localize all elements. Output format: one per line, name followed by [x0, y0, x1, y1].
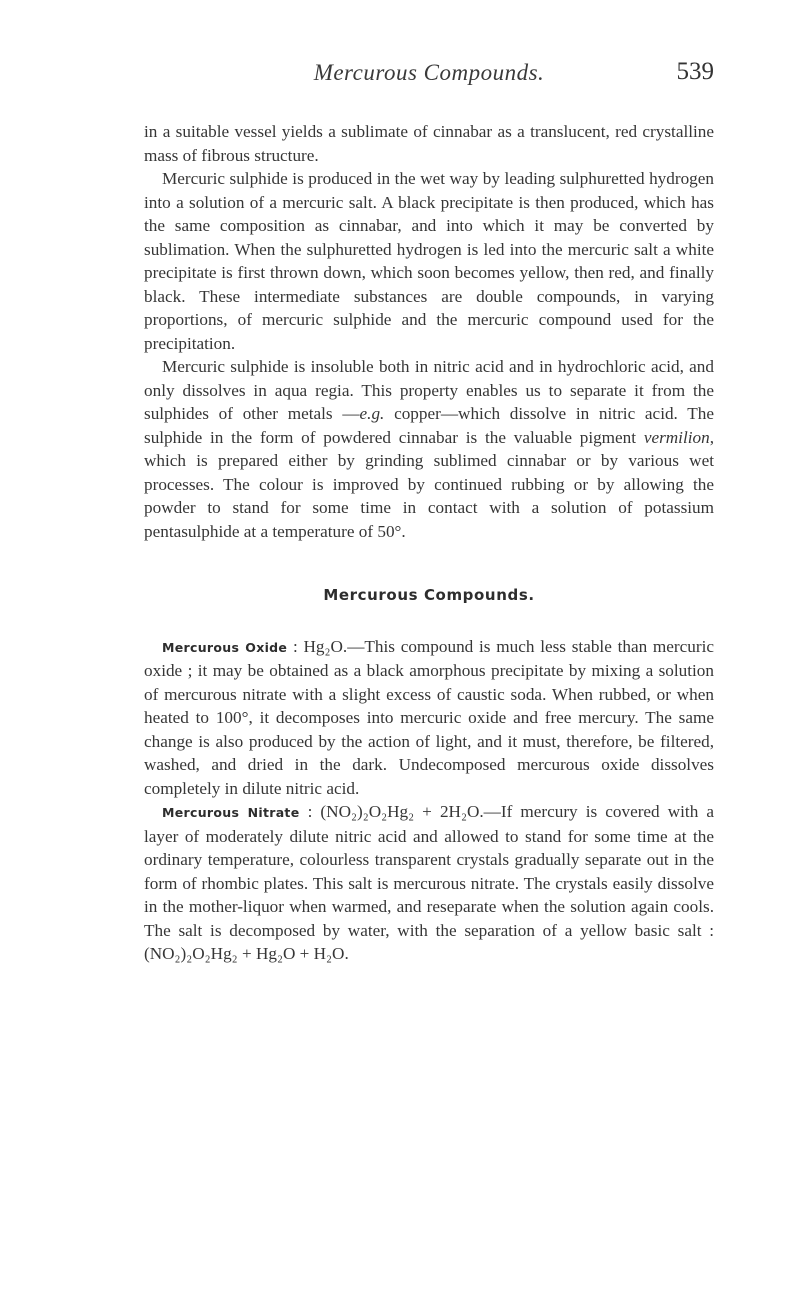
entry-text-nitrate: —If mercury is covered with a layer of moderately dilute nitric acid and allowed to stand for some time at the ordinary temperature, colourless transparent crystals gradually separate out in the form of rhombic plates. This salt is mercurous nitrate. The crystals easily dissolve in the mother-liquor when warmed, and reseparate when the solution again cools. The salt is decomposed by water, with the separation of a yellow basic salt : (NO₂)₂O₂Hg₂ + Hg₂O + H₂O. [144, 802, 714, 963]
entry-text-oxide: —This compound is much less stable than mercuric oxide ; it may be obtained as a black amorphous precipitate by mixing a solution of mercurous nitrate with a slight excess of caustic soda. When rubbed, or when heated to 100°, it decomposes into mercuric oxide and free mercury. The same change is also produced by the action of light, and it must, therefore, be filtered, washed, and dried in the dark. Undecomposed mercurous oxide dissolves completely in dilute nitric acid. [144, 636, 714, 798]
vermilion-term: vermilion [643, 427, 710, 447]
page-number: 539 [676, 58, 714, 85]
formula-oxide: : Hg₂O. [287, 636, 348, 656]
paragraph-solubility-text-1: Mercuric sulphide is insoluble both in nitric acid and in hydrochloric acid, and only dissolves in aqua regia. This property enables us to separate it from the sulphides of other metals — [144, 357, 714, 423]
paragraph-solubility [144, 355, 714, 543]
formula-nitrate: : (NO₂)₂O₂Hg₂ + 2H₂O. [299, 802, 484, 821]
entry-head-nitrate: Mercurous Nitrate [162, 805, 300, 820]
paragraph-cinnabar-sublimate: in a suitable vessel yields a sublimate of cinnabar as a translucent, red crystalline mass of fibrous structure. [144, 122, 714, 165]
paragraph-wet-way: Mercuric sulphide is produced in the wet way by leading sulphuretted hydrogen into a solution of a mercuric salt. A black precipitate is then produced, which has the same composition as cinnabar, and into which it may be converted by sublimation. When the sulphuretted hydrogen is led into the mercuric salt a white precipitate is first thrown down, which soon becomes yellow, then red, and finally black. These intermediate substances are double compounds, in varying proportions, of mercuric sulphide and the mercuric compound used for the precipitation. [144, 169, 714, 353]
section-heading: Mercurous Compounds. [323, 586, 535, 604]
entry-mercurous-nitrate [144, 800, 714, 966]
running-head [144, 58, 714, 92]
running-title: Mercurous Compounds. [313, 60, 545, 85]
paragraph-solubility-text-2: copper—which dissolve in nitric acid. The sulphide in the form of powdered cinnabar is the valuable pigment [144, 404, 714, 447]
entry-mercurous-oxide [144, 635, 714, 801]
eg-abbreviation: e.g. [359, 404, 385, 423]
paragraph-solubility-text-3: , which is prepared either by grinding sublimed cinnabar or by various wet processes. The colour is improved by continued rubbing or by allowing the powder to stand for some time in contact with a solution of potassium pentasulphide at a temperature of 50°. [144, 427, 714, 541]
body-text [144, 120, 714, 966]
entry-head-oxide: Mercurous Oxide [162, 639, 288, 655]
